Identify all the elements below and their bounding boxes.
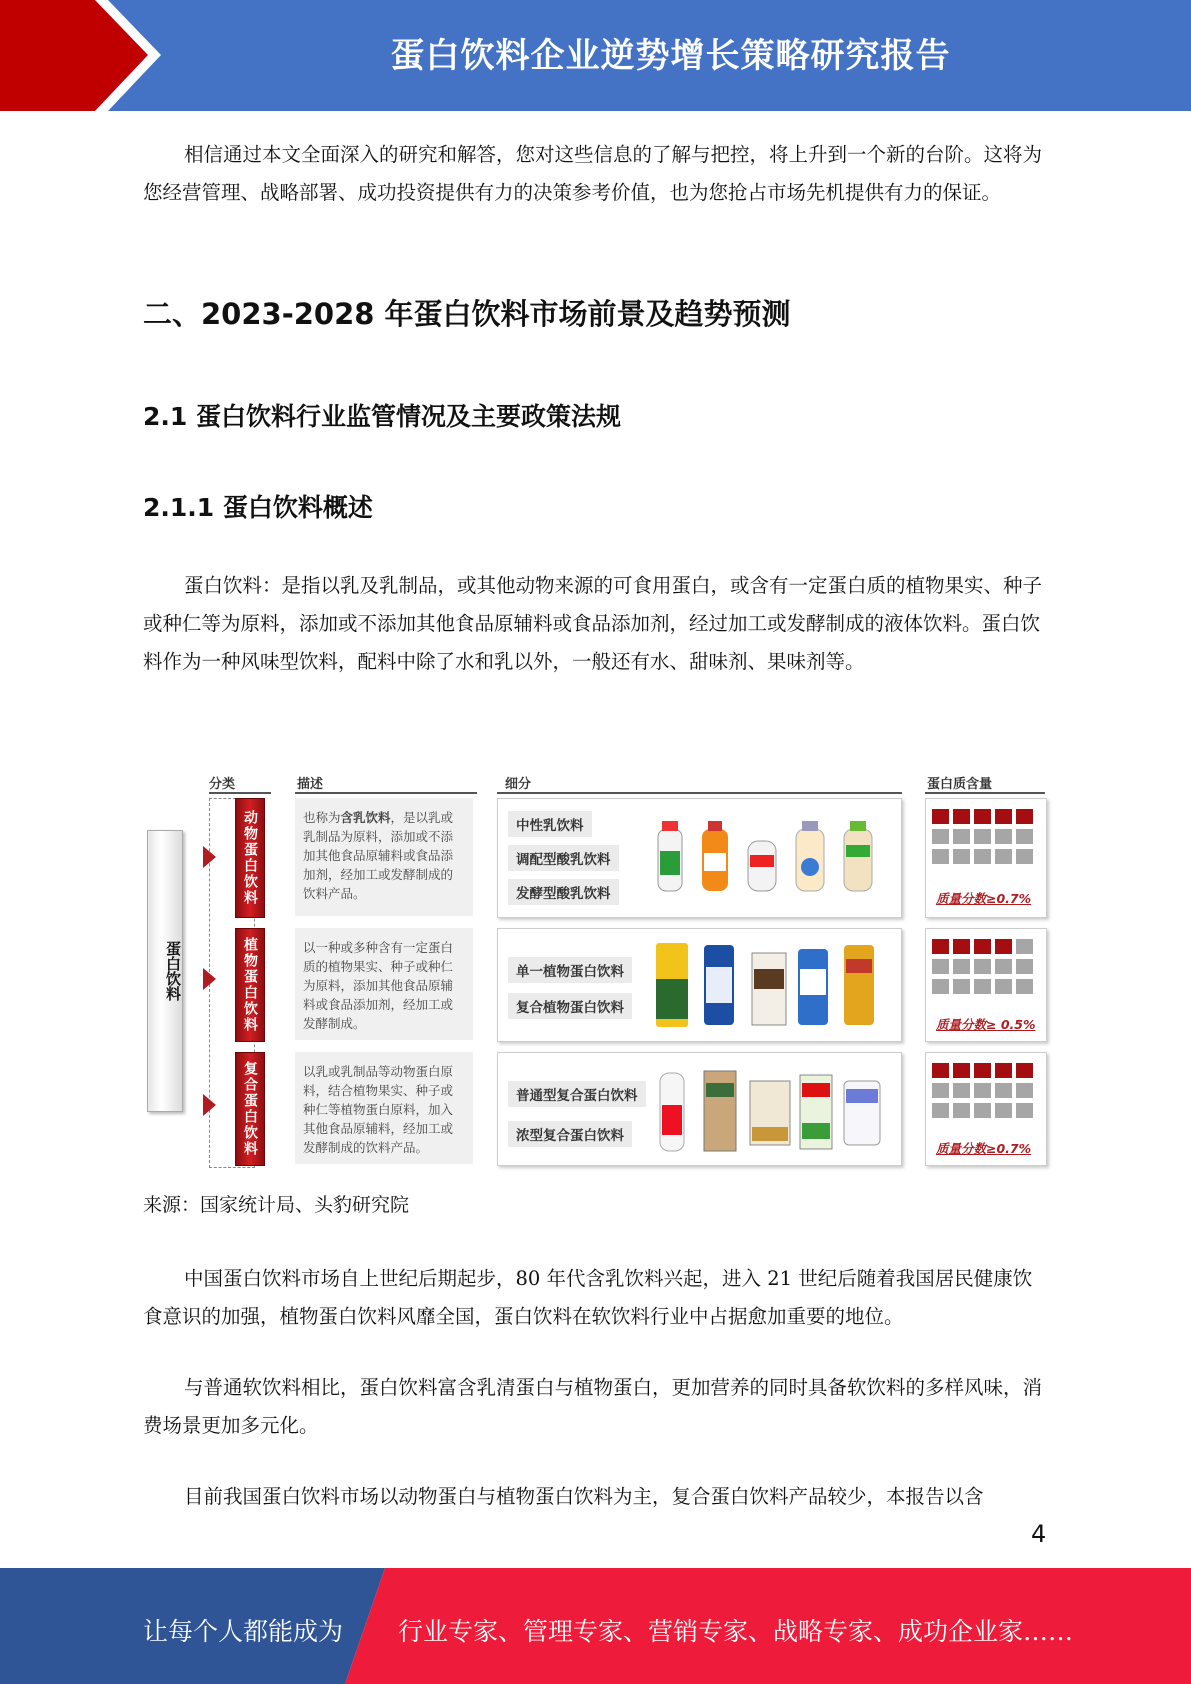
protein-square-empty (995, 959, 1012, 974)
protein-square-empty (974, 979, 991, 994)
paragraph-history: 中国蛋白饮料市场自上世纪后期起步，80 年代含乳饮料兴起，进入 21 世纪后随着我国居民健康饮食意识的加强，植物蛋白饮料风靡全国，蛋白饮料在软饮料行业中占据愈加重要的地位。 (143, 1267, 1033, 1328)
subtype-label: 普通型复合蛋白饮料 (508, 1081, 646, 1107)
protein-square-empty (1016, 979, 1033, 994)
protein-square-empty (953, 959, 970, 974)
header-bar (0, 0, 1191, 111)
protein-square-filled (953, 939, 970, 954)
coconut-can-icon (656, 943, 688, 1027)
protein-content-animal (925, 798, 1047, 918)
nut-milk-pack-icon (704, 1071, 736, 1151)
product-images-plant (648, 929, 898, 1039)
protein-square-empty (995, 1083, 1012, 1098)
subsection-heading: 2.1 蛋白饮料行业监管情况及主要政策法规 (143, 402, 621, 431)
walnut-milk-box-icon (750, 1081, 790, 1145)
protein-square-filled (995, 809, 1012, 824)
protein-square-empty (974, 1103, 991, 1118)
col-header-protein: 蛋白质含量 (927, 777, 993, 792)
protein-grid (932, 809, 1040, 879)
protein-square-empty (932, 959, 949, 974)
protein-square-filled (974, 939, 991, 954)
desc-bold-term: 含乳饮料 (340, 810, 391, 825)
protein-square-empty (974, 829, 991, 844)
protein-grid (932, 1063, 1040, 1133)
subtype-label: 单一植物蛋白饮料 (508, 957, 632, 983)
protein-square-empty (974, 1083, 991, 1098)
col-header-description: 描述 (297, 777, 324, 792)
soy-milk-box-icon (752, 953, 786, 1025)
desc-text: ，是以乳或乳制品为原料，添加或不添加其他食品原辅料或食品添加剂，经加工或发酵制成的饮料产品。 (303, 810, 454, 901)
subtype-label: 中性乳饮料 (508, 811, 592, 837)
yakult-bottle-icon (748, 841, 776, 891)
col-header-rule (209, 792, 271, 794)
protein-square-filled (974, 1063, 991, 1078)
protein-square-empty (1016, 849, 1033, 864)
protein-square-empty (995, 849, 1012, 864)
protein-square-empty (995, 979, 1012, 994)
protein-square-filled (995, 1063, 1012, 1078)
col-header-rule (925, 792, 1045, 794)
root-label: 蛋白饮料 (164, 941, 182, 1001)
protein-drink-classification-figure (143, 770, 1048, 1170)
protein-square-empty (1016, 939, 1033, 954)
category-plant: 植物蛋白饮料 (235, 928, 265, 1042)
desc-text: 以一种或多种含有一定蛋白质的植物果实、种子或种仁为原料，添加其他食品原辅料或食品添加剂，经加工或发酵制成。 (303, 940, 454, 1031)
section-heading: 二、2023-2028 年蛋白饮料市场前景及趋势预测 (143, 297, 791, 331)
definition-paragraph: 蛋白饮料：是指以乳及乳制品，或其他动物来源的可食用蛋白，或含有一定蛋白质的植物果实、种子或种仁等为原料，添加或不添加其他食品原辅料或食品添加剂，经过加工或发酵制成的液体饮料。蛋白饮料作为一种风味型饮料，配料中除了水和乳以外，一般还有水、甜味剂、果味剂等。 (143, 574, 1043, 673)
protein-square-empty (953, 849, 970, 864)
subtype-label: 复合植物蛋白饮料 (508, 993, 632, 1019)
protein-square-empty (974, 849, 991, 864)
protein-square-filled (995, 939, 1012, 954)
intro-paragraph: 相信通过本文全面深入的研究和解答，您对这些信息的了解与把控，将上升到一个新的台阶。这将为您经营管理、战略部署、成功投资提供有力的决策参考价值，也为您抢占市场先机提供有力的保证。 (143, 143, 1043, 204)
protein-square-empty (932, 1103, 949, 1118)
protein-square-empty (932, 979, 949, 994)
figure-source: 来源：国家统计局、头豹研究院 (143, 1194, 410, 1216)
desc-text: 以乳或乳制品等动物蛋白原料，结合植物果实、种子或种仁等植物蛋白原料，加入其他食品原辅料，经加工或发酵制成的饮料产品。 (303, 1064, 454, 1155)
protein-square-empty (953, 979, 970, 994)
footer-slogan-right: 行业专家、管理专家、营销专家、战略专家、成功企业家…… (398, 1617, 1074, 1646)
protein-square-filled (1016, 1063, 1033, 1078)
col-header-rule (295, 792, 477, 794)
protein-square-empty (995, 829, 1012, 844)
subtype-label: 调配型酸乳饮料 (508, 845, 619, 871)
product-images-animal (648, 799, 898, 915)
subdivision-compound (497, 1052, 902, 1166)
subdivision-plant (497, 928, 902, 1042)
subtype-label: 浓型复合蛋白饮料 (508, 1121, 632, 1147)
protein-square-empty (974, 959, 991, 974)
desc-text: 也称为 (303, 810, 341, 825)
protein-label: 质量分数≥ 0.5% (936, 1017, 1036, 1032)
protein-label: 质量分数≥0.7% (936, 891, 1032, 906)
protein-square-empty (953, 1103, 970, 1118)
protein-grid (932, 939, 1040, 1009)
col-header-subdivision: 细分 (505, 777, 532, 792)
protein-content-plant (925, 928, 1047, 1042)
protein-square-filled (974, 809, 991, 824)
product-images-compound (648, 1053, 898, 1163)
category-compound: 复合蛋白饮料 (235, 1052, 265, 1166)
description-animal (295, 798, 473, 916)
walnut-can-icon (704, 945, 734, 1025)
protein-square-filled (953, 1063, 970, 1078)
protein-square-filled (1016, 809, 1033, 824)
footer-bar (0, 1568, 1191, 1684)
footer-slogan-left: 让每个人都能成为 (143, 1617, 344, 1646)
paragraph-market: 目前我国蛋白饮料市场以动物蛋白与植物蛋白饮料为主，复合蛋白饮料产品较少，本报告以含 (184, 1485, 984, 1508)
report-title: 蛋白饮料企业逆势增长策略研究报告 (390, 36, 951, 76)
row-arrow-icon (203, 846, 216, 868)
category-animal: 动物蛋白饮料 (235, 798, 265, 918)
subtype-label: 发酵型酸乳饮料 (508, 879, 619, 905)
peanut-can-icon (798, 949, 828, 1025)
description-compound (295, 1052, 473, 1164)
row-arrow-icon (203, 968, 216, 990)
protein-square-filled (953, 809, 970, 824)
page-number: 4 (1031, 1520, 1047, 1548)
protein-square-empty (953, 829, 970, 844)
yogurt-bottle-icon (702, 821, 728, 891)
milk-bottle-icon (658, 821, 682, 891)
protein-square-filled (932, 809, 949, 824)
cereal-milk-box-icon (800, 1075, 832, 1149)
row-arrow-icon (203, 1094, 216, 1116)
paragraph-comparison: 与普通软饮料相比，蛋白饮料富含乳清蛋白与植物蛋白，更加营养的同时具备软饮料的多样风味，消费场景更加多元化。 (143, 1376, 1043, 1437)
milk-drink-bottle-icon (844, 821, 872, 891)
subdivision-animal (497, 798, 902, 918)
powder-tin-icon (844, 1081, 880, 1145)
protein-content-compound (925, 1052, 1047, 1166)
protein-square-empty (1016, 1103, 1033, 1118)
protein-square-filled (932, 939, 949, 954)
protein-square-empty (1016, 1083, 1033, 1098)
almond-can-icon (844, 945, 874, 1025)
subsubsection-heading: 2.1.1 蛋白饮料概述 (143, 493, 373, 522)
protein-square-empty (932, 1083, 949, 1098)
fruit-milk-bottle-icon (660, 1073, 684, 1151)
protein-square-empty (1016, 959, 1033, 974)
description-plant (295, 928, 473, 1040)
protein-square-empty (953, 1083, 970, 1098)
protein-square-empty (1016, 829, 1033, 844)
protein-square-filled (932, 1063, 949, 1078)
drink-bottle-icon (796, 821, 824, 891)
protein-label: 质量分数≥0.7% (936, 1141, 1032, 1156)
protein-square-empty (995, 1103, 1012, 1118)
root-pillar (147, 830, 183, 1112)
protein-square-empty (932, 849, 949, 864)
protein-square-empty (932, 829, 949, 844)
col-header-category: 分类 (209, 777, 236, 792)
col-header-rule (497, 792, 902, 794)
